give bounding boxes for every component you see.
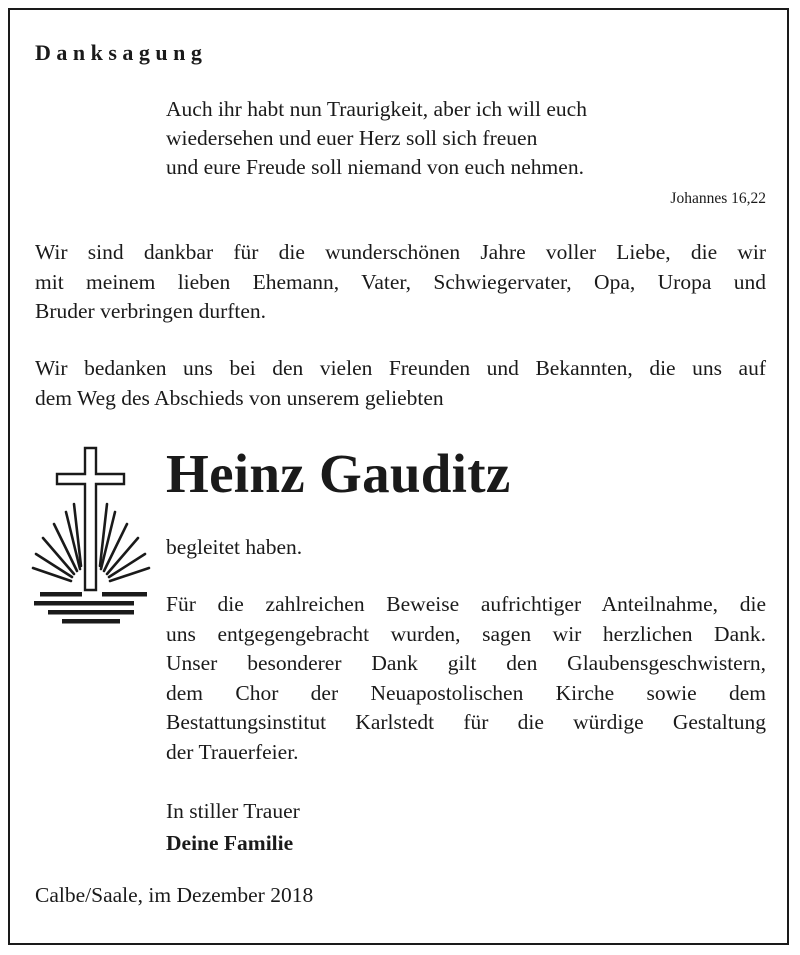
verse-line: Auch ihr habt nun Traurigkeit, aber ich will euch xyxy=(166,97,587,121)
bible-verse xyxy=(166,95,587,182)
closing-signature xyxy=(166,795,300,859)
paragraph-line: der Trauerfeier. xyxy=(166,739,299,764)
paragraph-line: Wir sind dankbar für die wunderschönen Jahre voller Liebe, die wir xyxy=(35,240,766,264)
cross-sun-rays-icon xyxy=(30,444,155,624)
family-signature: Deine Familie xyxy=(166,831,294,855)
verse-line: und eure Freude soll niemand von euch nehmen. xyxy=(166,155,584,179)
paragraph-line: dem Chor der Neuapostolischen Kirche sowie dem xyxy=(166,680,766,705)
place-date: Calbe/Saale, im Dezember 2018 xyxy=(35,883,314,907)
notice-heading: Danksagung xyxy=(35,40,208,65)
verse-line: wiedersehen und euer Herz soll sich freuen xyxy=(166,126,538,150)
accompanied-text: begleitet haben. xyxy=(166,535,303,559)
paragraph-line: Für die zahlreichen Beweise aufrichtiger Anteilnahme, die xyxy=(166,592,766,616)
gratitude-paragraph xyxy=(35,238,766,327)
paragraph-line: Bruder verbringen durften. xyxy=(35,299,267,323)
paragraph-line: dem Weg des Abschieds von unserem geliebten xyxy=(35,385,444,410)
paragraph-line: Bestattungsinstitut Karlstedt für die würdige Gestaltung xyxy=(166,710,766,734)
closing-line: In stiller Trauer xyxy=(166,799,300,823)
paragraph-line: mit meinem lieben Ehemann, Vater, Schwiegervater, Opa, Uropa und xyxy=(35,269,766,294)
paragraph-line: uns entgegengebracht wurden, sagen wir herzlichen Dank. xyxy=(166,621,766,646)
verse-reference: Johannes 16,22 xyxy=(670,190,766,207)
deceased-name: Heinz Gauditz xyxy=(166,443,511,504)
paragraph-line: Wir bedanken uns bei den vielen Freunden und Bekannten, die uns auf xyxy=(35,356,766,380)
paragraph-line: Unser besonderer Dank gilt den Glaubensgeschwistern, xyxy=(166,651,766,675)
acknowledgement-paragraph xyxy=(166,590,766,767)
thanks-paragraph xyxy=(35,354,766,413)
